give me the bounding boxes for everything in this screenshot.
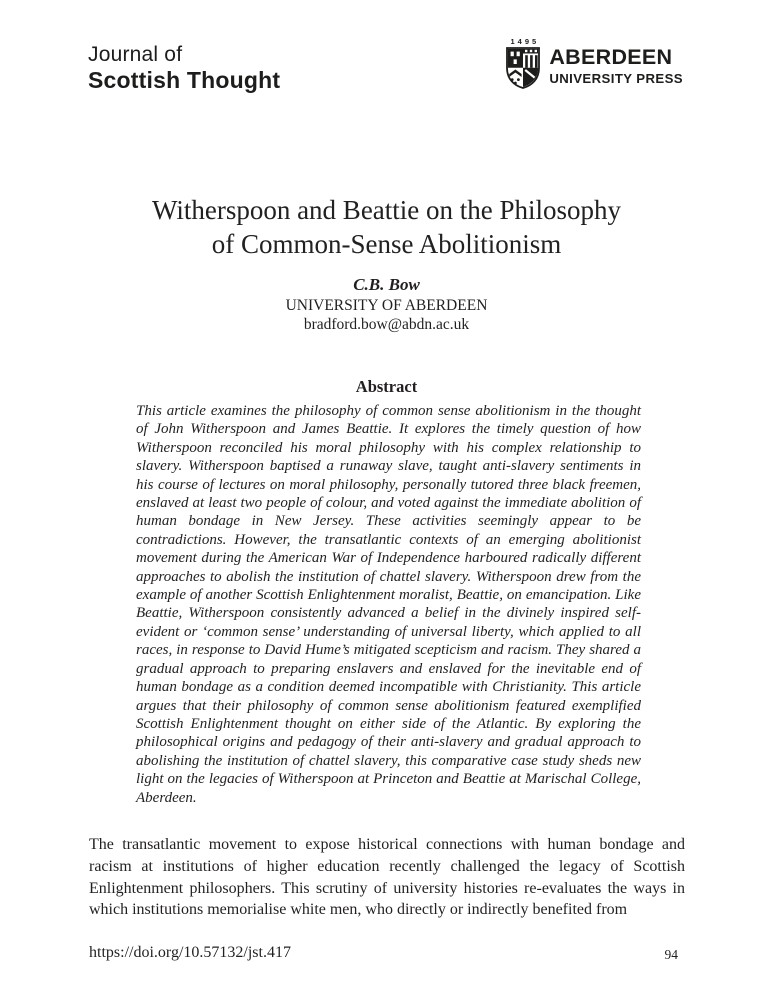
article-title-line1: Witherspoon and Beattie on the Philosophy bbox=[151, 195, 622, 225]
article-title bbox=[0, 193, 773, 261]
crest-block bbox=[505, 37, 541, 89]
publisher-subname: UNIVERSITY PRESS bbox=[549, 70, 683, 86]
aberdeen-crest-icon bbox=[506, 47, 540, 89]
abstract-text: This article examines the philosophy of common sense abolitionism in the thought of John Witherspoon and James Beattie. It explores the timely question of how Witherspoon reconciled his moral philosophy with his complex relationship to slavery. Witherspoon baptised a runaway slave, taught anti-slavery sentiments in his course of lectures on moral philosophy, personally tutored three black freemen, enslaved at least two people of colour, and voted against the immediate abolition of human bondage in New Jersey. These activities seemingly appear to be contradictions. However, the transatlantic contexts of an emerging abolitionist movement during the American War of Independence harboured radically different approaches to abolish the institution of chattel slavery. Witherspoon drew from the example of another Scottish Enlightenment moralist, Beattie, on emancipation. Like Beattie, Witherspoon consistently advanced a belief in the divinely inspired self-evident or ‘common sense’ understanding of universal liberty, which applied to all races, in response to David Hume’s mitigated scepticism and racism. They shared a gradual approach to preparing enslavers and enslaved for the inevitable end of human bondage as a condition deemed incompatible with Christianity. This article argues that their philosophy of common sense abolitionism featured exemplified Scottish Enlightenment thought on either side of the Atlantic. By exploring the philosophical origins and pedagogy of their anti-slavery and gradual approach to abolishing the institution of chattel slavery, this comparative case study sheds new light on the legacies of Witherspoon at Princeton and Beattie at Marischal College, Aberdeen. bbox=[136, 403, 641, 806]
publisher-name: ABERDEEN bbox=[549, 45, 673, 69]
journal-logo bbox=[88, 42, 280, 94]
crest-founding-year: 1495 bbox=[510, 37, 540, 46]
abstract-heading: Abstract bbox=[355, 377, 418, 396]
publisher-name-block bbox=[549, 47, 683, 85]
journal-name-line2: Scottish Thought bbox=[88, 67, 281, 94]
body-paragraph: The transatlantic movement to expose historical connections with human bondage and racism at institutions of higher education recently challenged the legacy of Scottish Enlightenment philosophers. This scrutiny of university histories re-evaluates the ways in which institutions memorialise white men, who directly or indirectly benefited from bbox=[89, 836, 685, 919]
publisher-logo bbox=[505, 37, 683, 89]
journal-name-line1: Journal of bbox=[88, 43, 183, 66]
author-email-link[interactable]: bradford.bow@abdn.ac.uk bbox=[303, 316, 470, 333]
author-name: C.B. Bow bbox=[353, 275, 420, 294]
doi-link[interactable]: https://doi.org/10.57132/jst.417 bbox=[89, 944, 291, 961]
author-affiliation: UNIVERSITY OF ABERDEEN bbox=[285, 297, 488, 314]
article-title-line2: of Common-Sense Abolitionism bbox=[211, 229, 562, 260]
page-number: 94 bbox=[664, 947, 678, 962]
